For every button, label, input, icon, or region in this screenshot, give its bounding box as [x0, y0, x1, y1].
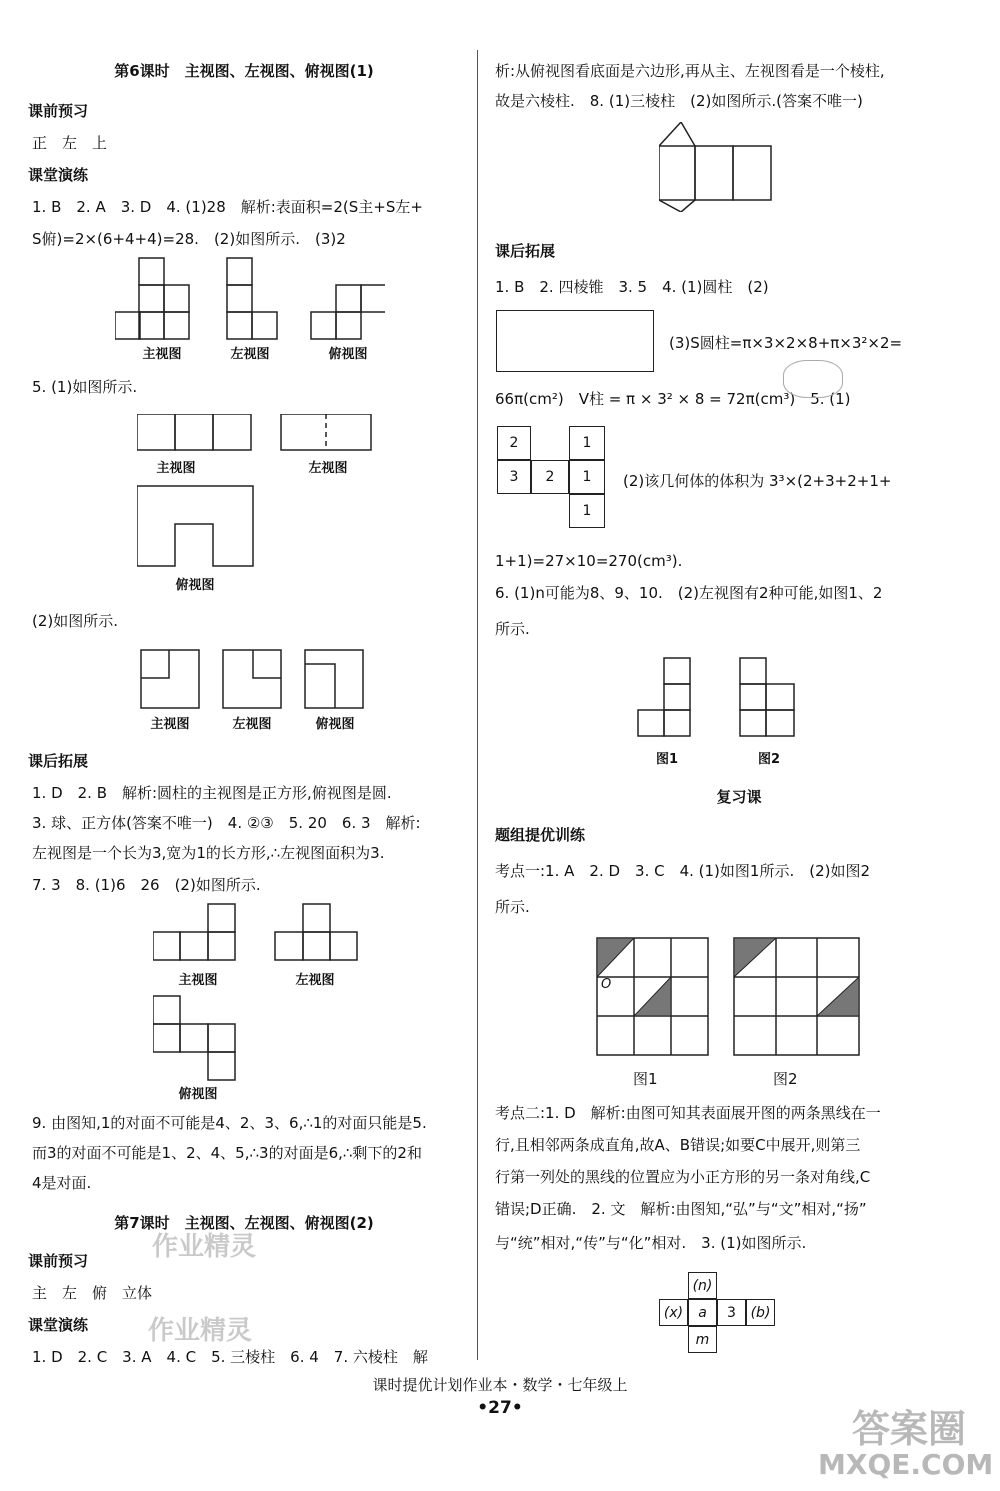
three-views-figure-b	[137, 414, 377, 574]
practice2-heading: 课堂演练	[28, 1316, 89, 1334]
column-divider	[477, 50, 478, 1360]
q9-line-1: 9. 由图知,1的对面不可能是4、2、3、6,∴1的对面只能是5.	[32, 1114, 427, 1132]
right-after-line-3: 66π(cm²) V柱 = π × 3² × 8 = 72π(cm³) 5. (1)	[495, 390, 851, 408]
three-views-figure-a	[115, 256, 385, 346]
preview2-heading: 课前预习	[28, 1252, 89, 1270]
after-line-3: 左视图是一个长为3,宽为1的长方形,∴左视图面积为3.	[32, 844, 385, 862]
caption-top-c: 俯视图	[315, 717, 355, 732]
caption-top-d: 俯视图	[178, 1087, 218, 1102]
label-o: O	[601, 977, 612, 992]
right-after-line-2: (3)S圆柱=π×3×2×8+π×3²×2=	[669, 334, 903, 352]
corner-logo-text: 答案圈	[852, 1407, 967, 1451]
cylinder-front-view-rectangle	[496, 310, 654, 372]
right-q6-line-2: 所示.	[495, 620, 530, 638]
caption-fig1: 图1	[655, 752, 679, 767]
grid-cell: 1	[569, 494, 605, 528]
kp1-line-2: 所示.	[495, 898, 530, 916]
practice2-line-1: 1. D 2. C 3. A 4. C 5. 三棱柱 6. 4 7. 六棱柱 解	[32, 1348, 428, 1366]
right-line-1: 析:从俯视图看底面是六边形,再从主、左视图看是一个棱柱,	[495, 62, 885, 80]
caption-top-b: 俯视图	[175, 578, 215, 593]
net-cell: 3	[717, 1299, 746, 1326]
caption-front-c: 主视图	[150, 717, 190, 732]
prism-net-figure	[659, 122, 779, 212]
watermark-2: 作业精灵	[148, 1316, 253, 1346]
caption-kp1-fig1: 图1	[633, 1070, 658, 1088]
caption-fig2: 图2	[757, 752, 781, 767]
right-line-2: 故是六棱柱. 8. (1)三棱柱 (2)如图所示.(答案不唯一)	[495, 92, 863, 110]
after-line-4: 7. 3 8. (1)6 26 (2)如图所示.	[32, 876, 261, 894]
kp2-line-1: 考点二:1. D 解析:由图可知其表面展开图的两条黑线在一	[495, 1104, 881, 1122]
right-q5-line-b: 1+1)=27×10=270(cm³).	[495, 552, 683, 570]
caption-top-a: 俯视图	[328, 347, 368, 362]
lesson6-title: 第6课时 主视图、左视图、俯视图(1)	[114, 62, 374, 80]
lesson7-title: 第7课时 主视图、左视图、俯视图(2)	[114, 1214, 374, 1232]
right-q5-part2: (2)该几何体的体积为 3³×(2+3+2+1+	[623, 472, 892, 490]
practice-line-2: S俯)=2×(6+4+4)=28. (2)如图所示. (3)2	[32, 230, 346, 248]
after-line-2: 3. 球、正方体(答案不唯一) 4. ②③ 5. 20 6. 3 解析:	[32, 814, 421, 832]
footer-book-title: 课时提优计划作业本・数学・七年级上	[372, 1376, 628, 1394]
preview2-answer: 主 左 俯 立体	[32, 1284, 153, 1302]
practice-line-1: 1. B 2. A 3. D 4. (1)28 解析:表面积=2(S主+S左+	[32, 198, 423, 216]
q9-line-3: 4是对面.	[32, 1174, 92, 1192]
net-cell: (b)	[746, 1299, 775, 1326]
net-cell: m	[688, 1326, 717, 1353]
caption-front-a: 主视图	[142, 347, 182, 362]
caption-left-c: 左视图	[232, 717, 272, 732]
kp1-line-1: 考点一:1. A 2. D 3. C 4. (1)如图1所示. (2)如图2	[495, 862, 871, 880]
grid-cell: 1	[569, 460, 605, 494]
footer-page-number: •27•	[477, 1398, 523, 1418]
after-class-heading: 课后拓展	[28, 752, 89, 770]
q5-part2: (2)如图所示.	[32, 612, 119, 630]
three-views-figure-c	[139, 648, 389, 714]
three-views-figure-d	[153, 902, 363, 1092]
caption-left-b: 左视图	[308, 461, 348, 476]
q5-part1: 5. (1)如图所示.	[32, 378, 138, 396]
kp2-line-2: 行,且相邻两条成直角,故A、B错误;如要C中展开,则第三	[495, 1136, 861, 1154]
after-line-1: 1. D 2. B 解析:圆柱的主视图是正方形,俯视图是圆.	[32, 784, 392, 802]
grid-cell: 3	[497, 460, 531, 494]
grid-cell: 1	[569, 426, 605, 460]
preview-heading: 课前预习	[28, 102, 89, 120]
preview-answer: 正 左 上	[32, 134, 108, 152]
caption-front-b: 主视图	[156, 461, 196, 476]
net-cell: (n)	[688, 1272, 717, 1299]
right-after-line-1: 1. B 2. 四棱锥 3. 5 4. (1)圆柱 (2)	[495, 278, 769, 296]
grid-cell: 2	[497, 426, 531, 460]
right-q6-line-1: 6. (1)n可能为8、9、10. (2)左视图有2种可能,如图1、2	[495, 584, 883, 602]
caption-left-d: 左视图	[295, 973, 335, 988]
kp2-line-4: 错误;D正确. 2. 文 解析:由图知,“弘”与“文”相对,“扬”	[495, 1200, 867, 1218]
practice-heading: 课堂演练	[28, 166, 89, 184]
review-title: 复习课	[716, 788, 762, 806]
drill-heading: 题组提优训练	[495, 826, 586, 844]
corner-url-text: MXQE.COM	[818, 1448, 994, 1481]
left-view-options-figure	[636, 656, 806, 741]
net-cell: a	[688, 1299, 717, 1326]
stamp-image	[783, 360, 843, 398]
grid-cell: 2	[531, 460, 569, 494]
after-class-heading-right: 课后拓展	[495, 242, 556, 260]
caption-left-a: 左视图	[230, 347, 270, 362]
watermark-1: 作业精灵	[152, 1232, 257, 1262]
net-cell: (x)	[659, 1299, 688, 1326]
kp2-line-5: 与“统”相对,“传”与“化”相对. 3. (1)如图所示.	[495, 1234, 807, 1252]
q9-line-2: 而3的对面不可能是1、2、4、5,∴3的对面是6,∴剩下的2和	[32, 1144, 422, 1162]
caption-kp1-fig2: 图2	[773, 1070, 798, 1088]
shaded-grid-figures	[595, 936, 865, 1062]
caption-front-d: 主视图	[178, 973, 218, 988]
kp2-line-3: 行第一列处的黑线的位置应为小正方形的另一条对角线,C	[495, 1168, 871, 1186]
